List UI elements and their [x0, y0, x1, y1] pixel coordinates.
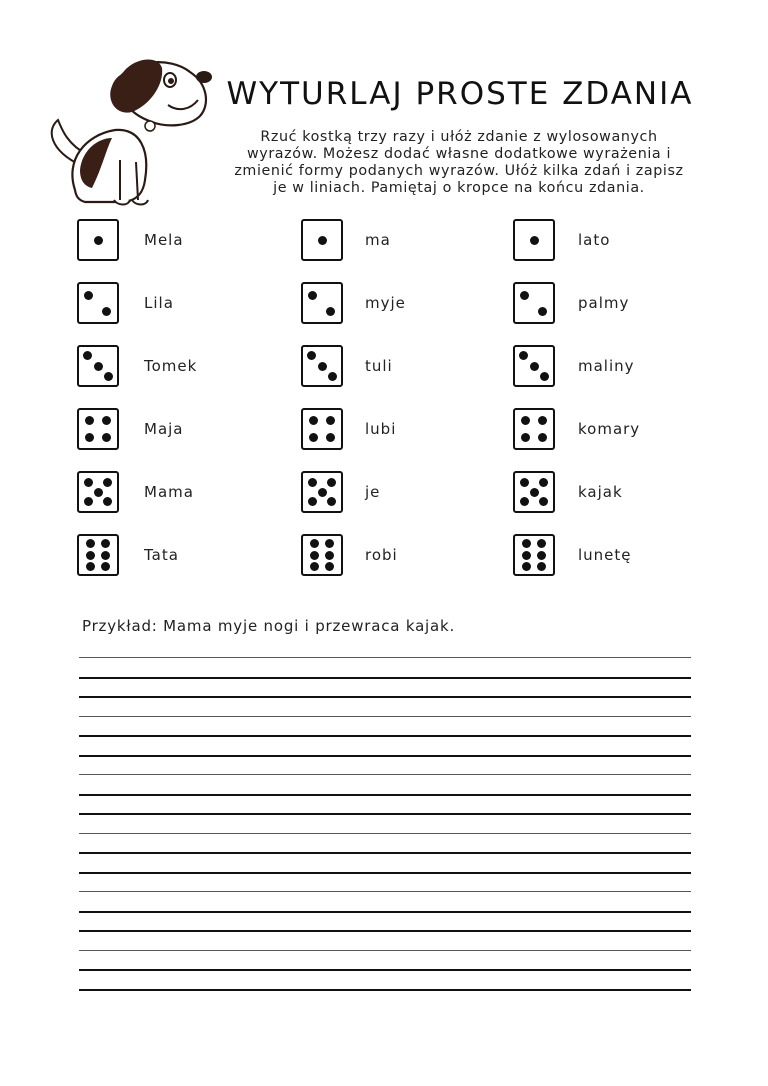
instruction-line: je w liniach. Pamiętaj o kropce na końcu zdania.	[273, 180, 645, 196]
word-label: kajak	[578, 483, 623, 501]
writing-line	[79, 852, 691, 854]
die-face-icon	[513, 345, 555, 387]
die-pip	[308, 291, 317, 300]
die-pip	[85, 416, 94, 425]
instruction-line: wyrazów. Możesz dodać własne dodatkowe wyrażenia i	[246, 146, 672, 162]
die-pip	[85, 433, 94, 442]
die-pip	[86, 539, 95, 548]
die-pip	[325, 562, 334, 571]
die-pip	[86, 562, 95, 571]
die-face-icon	[301, 534, 343, 576]
die-face-icon	[77, 534, 119, 576]
die-pip	[522, 551, 531, 560]
writing-line	[79, 872, 691, 874]
writing-line	[79, 911, 691, 913]
die-pip	[86, 551, 95, 560]
die-pip	[538, 433, 547, 442]
die-pip	[327, 478, 336, 487]
die-face-icon	[301, 219, 343, 261]
die-pip	[530, 236, 539, 245]
instruction-line: zmienić formy podanych wyrazów. Ułóż kilka zdań i zapisz	[234, 163, 684, 179]
writing-line	[79, 930, 691, 932]
writing-line	[79, 774, 691, 775]
die-pip	[309, 416, 318, 425]
die-pip	[94, 488, 103, 497]
die-face-icon	[301, 345, 343, 387]
example-sentence: Przykład: Mama myje nogi i przewraca kajak.	[82, 617, 456, 635]
die-face-icon	[513, 534, 555, 576]
die-pip	[308, 478, 317, 487]
die-pip	[538, 416, 547, 425]
die-pip	[101, 539, 110, 548]
word-label: Mela	[144, 231, 184, 249]
die-face-icon	[513, 219, 555, 261]
writing-line	[79, 813, 691, 815]
writing-line	[79, 735, 691, 737]
die-face-icon	[301, 282, 343, 324]
die-pip	[102, 433, 111, 442]
die-pip	[540, 372, 549, 381]
die-pip	[538, 307, 547, 316]
writing-line	[79, 696, 691, 698]
die-pip	[325, 551, 334, 560]
word-label: Lila	[144, 294, 174, 312]
die-pip	[537, 539, 546, 548]
die-pip	[318, 236, 327, 245]
die-face-icon	[77, 282, 119, 324]
die-pip	[310, 551, 319, 560]
die-face-icon	[513, 408, 555, 450]
die-pip	[84, 478, 93, 487]
die-pip	[318, 488, 327, 497]
word-label: lunetę	[578, 546, 632, 564]
die-pip	[328, 372, 337, 381]
word-label: ma	[365, 231, 391, 249]
writing-line	[79, 657, 691, 658]
die-pip	[326, 307, 335, 316]
die-pip	[103, 478, 112, 487]
die-pip	[521, 433, 530, 442]
word-label: lubi	[365, 420, 397, 438]
die-pip	[84, 497, 93, 506]
die-pip	[539, 497, 548, 506]
die-pip	[530, 488, 539, 497]
die-pip	[101, 551, 110, 560]
die-pip	[327, 497, 336, 506]
die-pip	[307, 351, 316, 360]
writing-line	[79, 677, 691, 679]
word-label: je	[365, 483, 381, 501]
die-pip	[521, 416, 530, 425]
die-pip	[539, 478, 548, 487]
instruction-line: Rzuć kostką trzy razy i ułóż zdanie z wylosowanych	[260, 129, 658, 145]
word-label: tuli	[365, 357, 393, 375]
word-label: robi	[365, 546, 398, 564]
writing-line	[79, 989, 691, 991]
writing-line	[79, 716, 691, 717]
die-pip	[326, 433, 335, 442]
word-label: palmy	[578, 294, 630, 312]
die-face-icon	[301, 471, 343, 513]
die-pip	[520, 478, 529, 487]
die-pip	[522, 539, 531, 548]
die-face-icon	[513, 282, 555, 324]
word-label: myje	[365, 294, 406, 312]
word-label: komary	[578, 420, 641, 438]
die-pip	[309, 433, 318, 442]
writing-line	[79, 833, 691, 834]
die-pip	[308, 497, 317, 506]
die-pip	[103, 497, 112, 506]
word-label: Mama	[144, 483, 194, 501]
die-pip	[326, 416, 335, 425]
writing-line	[79, 950, 691, 951]
instructions	[212, 129, 706, 197]
die-pip	[310, 539, 319, 548]
word-label: maliny	[578, 357, 635, 375]
die-pip	[519, 351, 528, 360]
writing-line	[79, 794, 691, 796]
die-pip	[94, 236, 103, 245]
die-pip	[522, 562, 531, 571]
die-face-icon	[77, 219, 119, 261]
die-face-icon	[77, 408, 119, 450]
die-face-icon	[77, 345, 119, 387]
die-pip	[520, 291, 529, 300]
die-face-icon	[301, 408, 343, 450]
die-pip	[318, 362, 327, 371]
writing-line	[79, 969, 691, 971]
word-label: Maja	[144, 420, 184, 438]
die-pip	[102, 416, 111, 425]
dog-illustration	[40, 50, 215, 210]
die-pip	[537, 551, 546, 560]
die-pip	[104, 372, 113, 381]
die-face-icon	[513, 471, 555, 513]
die-pip	[83, 351, 92, 360]
die-pip	[102, 307, 111, 316]
die-pip	[325, 539, 334, 548]
writing-line	[79, 755, 691, 757]
word-label: Tomek	[144, 357, 198, 375]
die-pip	[101, 562, 110, 571]
die-pip	[520, 497, 529, 506]
word-label: Tata	[144, 546, 179, 564]
die-pip	[94, 362, 103, 371]
die-face-icon	[77, 471, 119, 513]
die-pip	[84, 291, 93, 300]
word-label: lato	[578, 231, 611, 249]
writing-line	[79, 891, 691, 892]
die-pip	[310, 562, 319, 571]
die-pip	[537, 562, 546, 571]
page-title: WYTURLAJ PROSTE ZDANIA	[226, 76, 694, 112]
die-pip	[530, 362, 539, 371]
